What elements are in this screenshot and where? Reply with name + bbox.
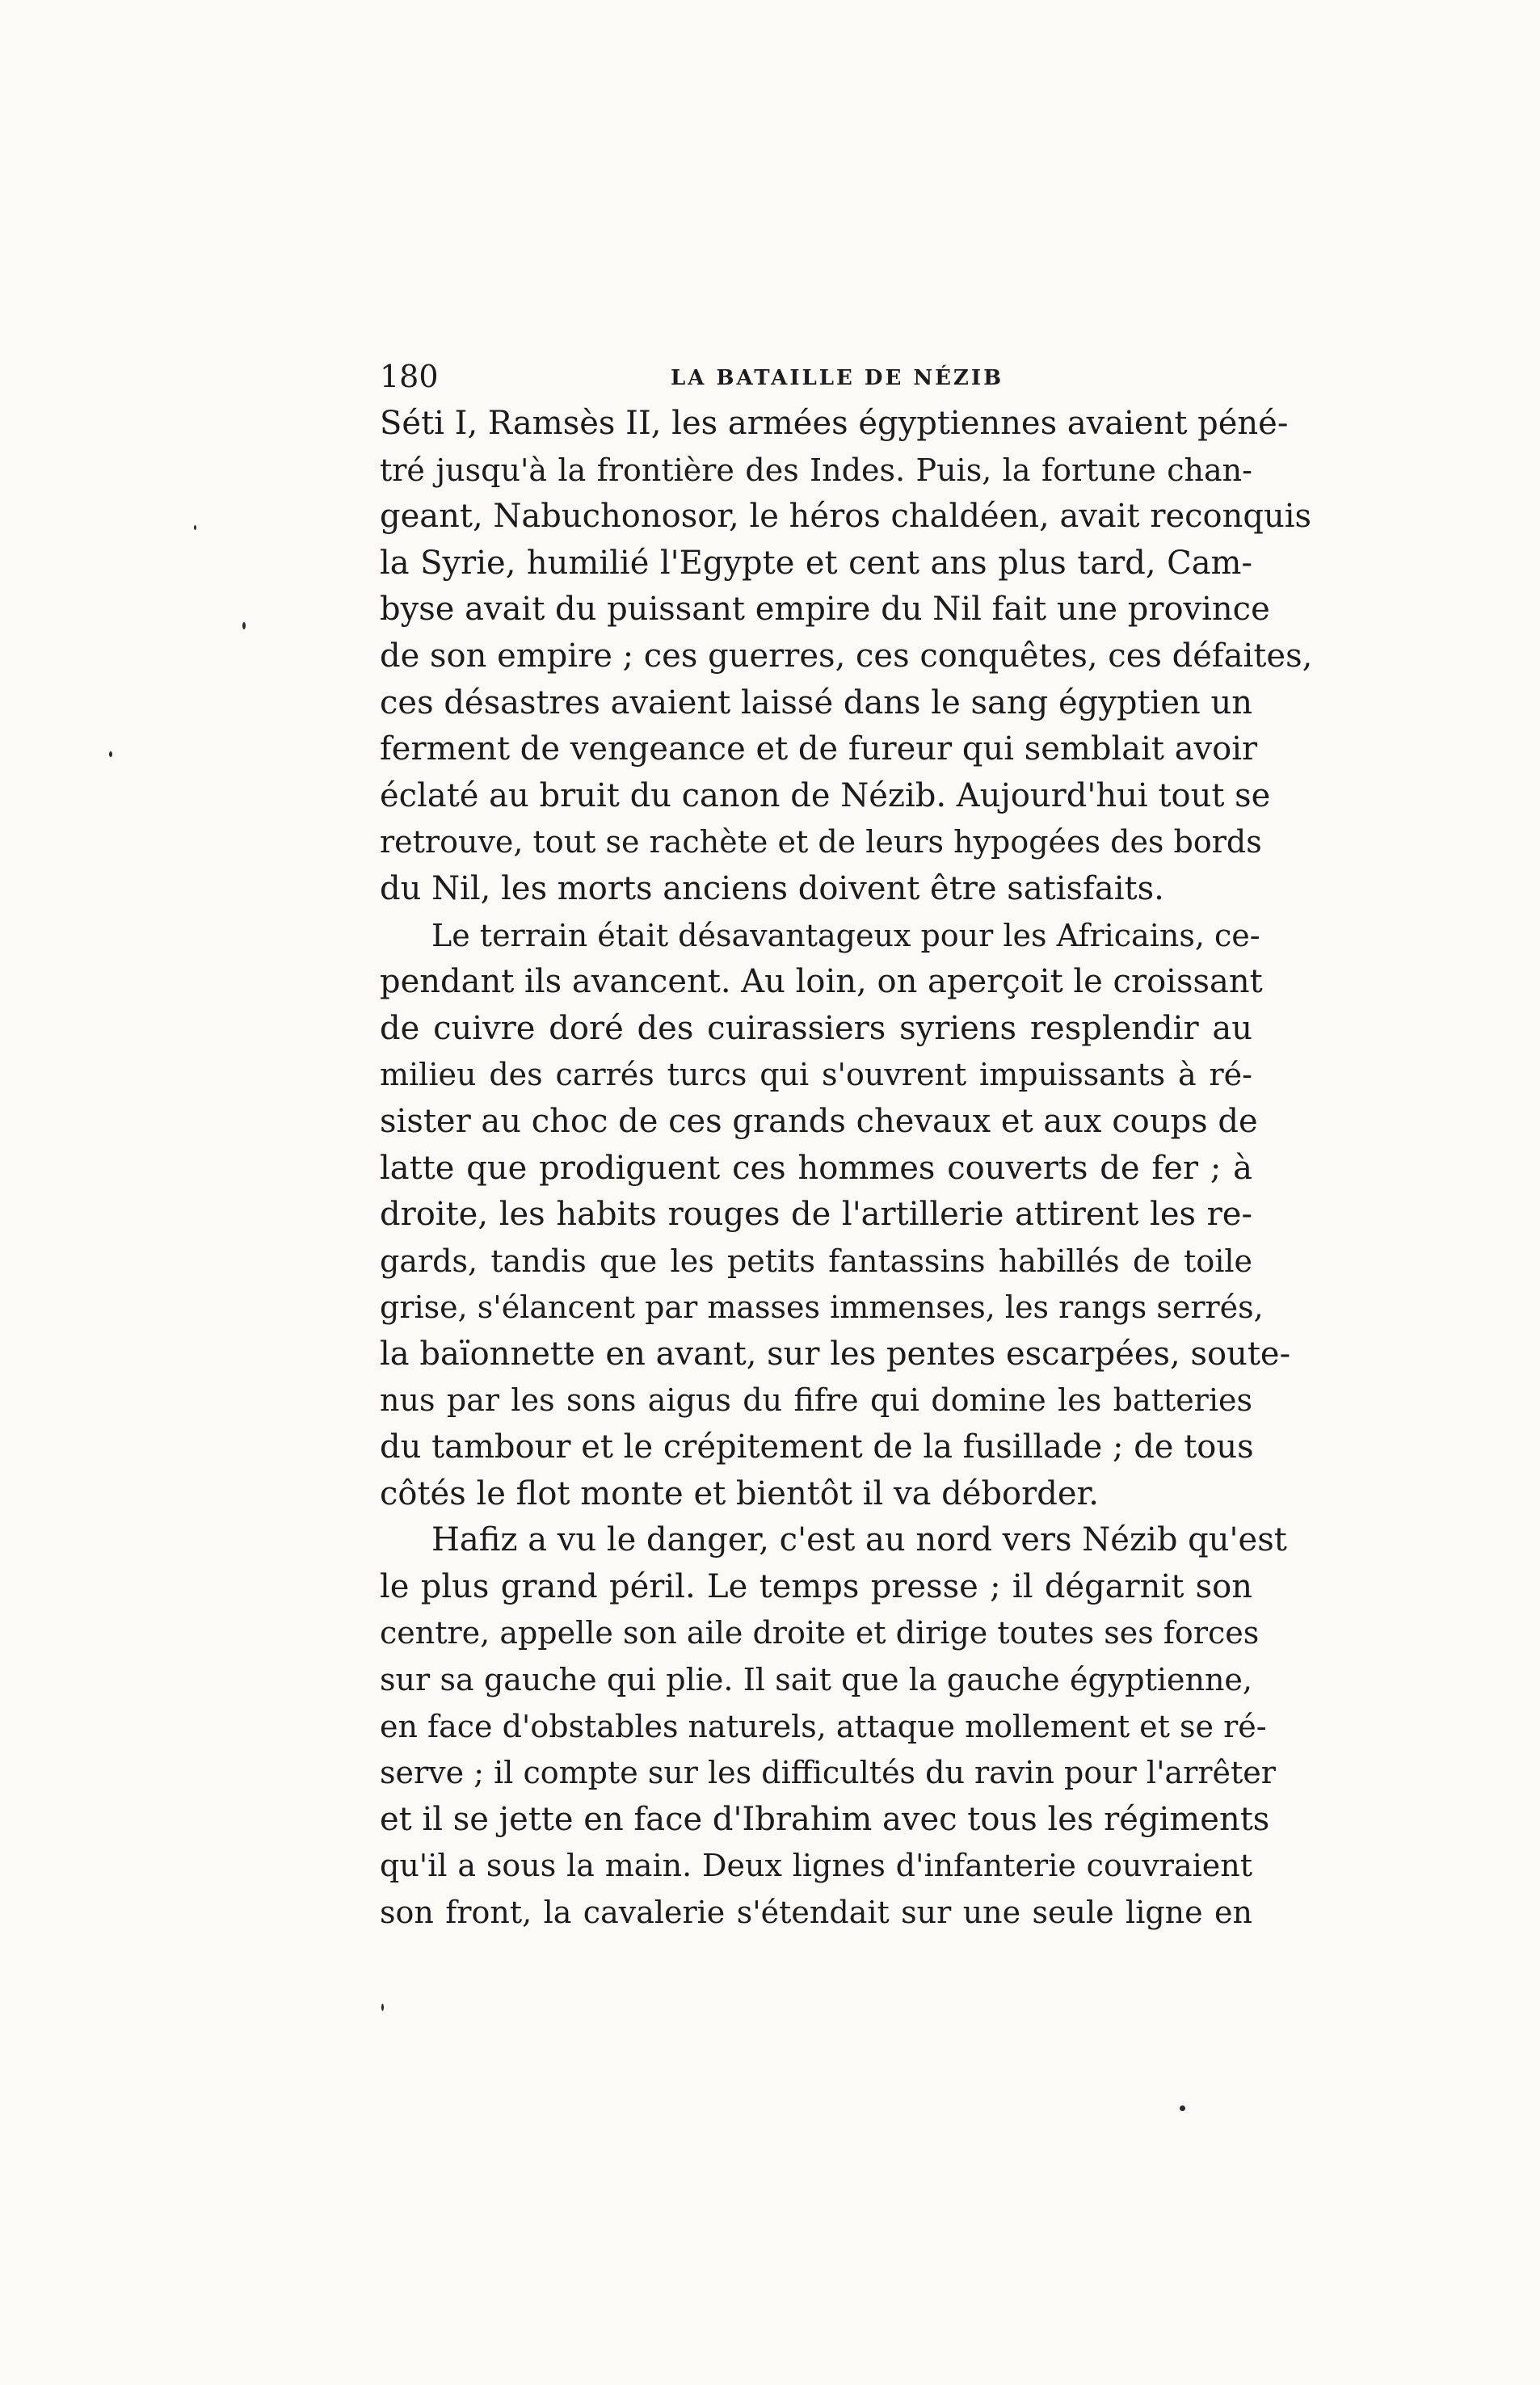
ink-speck xyxy=(242,622,246,629)
text-line: éclaté au bruit du canon de Nézib. Aujourd'hui tout se xyxy=(380,776,1271,814)
text-line: la baïonnette en avant, sur les pentes escarpées, soute- xyxy=(380,1335,1291,1373)
text-line: ces désastres avaient laissé dans le sang égyptien un xyxy=(380,684,1252,721)
text-line: le plus grand péril. Le temps presse ; il dégarnit son xyxy=(380,1567,1252,1605)
text-line: tré jusqu'à la frontière des Indes. Puis, la fortune chan- xyxy=(380,452,1252,488)
text-line: Séti I, Ramsès II, les armées égyptiennes avaient péné- xyxy=(380,405,1289,442)
ink-speck xyxy=(194,525,196,530)
text-line: ferment de vengeance et de fureur qui semblait avoir xyxy=(380,730,1258,768)
ink-speck xyxy=(109,751,112,757)
ink-speck xyxy=(1180,2105,1185,2111)
text-line: la Syrie, humilié l'Egypte et cent ans plus tard, Cam- xyxy=(380,544,1252,582)
text-line: sister au choc de ces grands chevaux et aux coups de xyxy=(380,1102,1258,1140)
text-line: de cuivre doré des cuirassiers syriens resplendir au xyxy=(380,1009,1252,1047)
text-line: Hafiz a vu le danger, c'est au nord vers Nézib qu'est xyxy=(431,1521,1287,1559)
text-line: de son empire ; ces guerres, ces conquêtes, ces défaites, xyxy=(380,637,1313,675)
text-line: qu'il a sous la main. Deux lignes d'infanterie couvraient xyxy=(380,1848,1252,1884)
text-line: centre, appelle son aile droite et dirige toutes ses forces xyxy=(380,1615,1260,1651)
text-line: en face d'obstables naturels, attaque mollement et se ré- xyxy=(380,1708,1267,1744)
text-line: gards, tandis que les petits fantassins habillés de toile xyxy=(380,1243,1252,1279)
ink-speck xyxy=(381,2004,384,2011)
page-number: 180 xyxy=(380,359,439,394)
body-text xyxy=(380,401,1313,1937)
text-line: serve ; il compte sur les difficultés du ravin pour l'arrêter xyxy=(380,1755,1276,1791)
text-line: milieu des carrés turcs qui s'ouvrent impuissants à ré- xyxy=(380,1057,1252,1093)
text-line: Le terrain était désavantageux pour les Africains, ce- xyxy=(431,917,1260,953)
text-line: pendant ils avancent. Au loin, on aperçoit le croissant xyxy=(380,963,1263,1001)
text-line: geant, Nabuchonosor, le héros chaldéen, avait reconquis xyxy=(380,498,1312,536)
text-line: droite, les habits rouges de l'artillerie attirent les re- xyxy=(380,1196,1252,1234)
text-line: latte que prodiguent ces hommes couverts de fer ; à xyxy=(380,1149,1252,1187)
text-line: du tambour et le crépitement de la fusillade ; de tous xyxy=(380,1428,1254,1466)
text-line: côtés le flot monte et bientôt il va déborder. xyxy=(380,1474,1099,1512)
text-line: grise, s'élancent par masses immenses, les rangs serrés, xyxy=(380,1289,1264,1326)
text-line: sur sa gauche qui plie. Il sait que la gauche égyptienne, xyxy=(380,1662,1252,1698)
text-line: son front, la cavalerie s'étendait sur une seule ligne en xyxy=(380,1895,1252,1930)
text-line: byse avait du puissant empire du Nil fait une province xyxy=(380,591,1270,629)
running-title: LA BATAILLE DE NÉZIB xyxy=(671,366,1004,390)
text-line: du Nil, les morts anciens doivent être satisfaits. xyxy=(380,869,1164,907)
text-line: et il se jette en face d'Ibrahim avec tous les régiments xyxy=(380,1800,1270,1838)
text-line: retrouve, tout se rachète et de leurs hypogées des bords xyxy=(380,824,1262,860)
running-head xyxy=(380,354,1252,402)
text-line: nus par les sons aigus du fifre qui domine les batteries xyxy=(380,1382,1252,1419)
